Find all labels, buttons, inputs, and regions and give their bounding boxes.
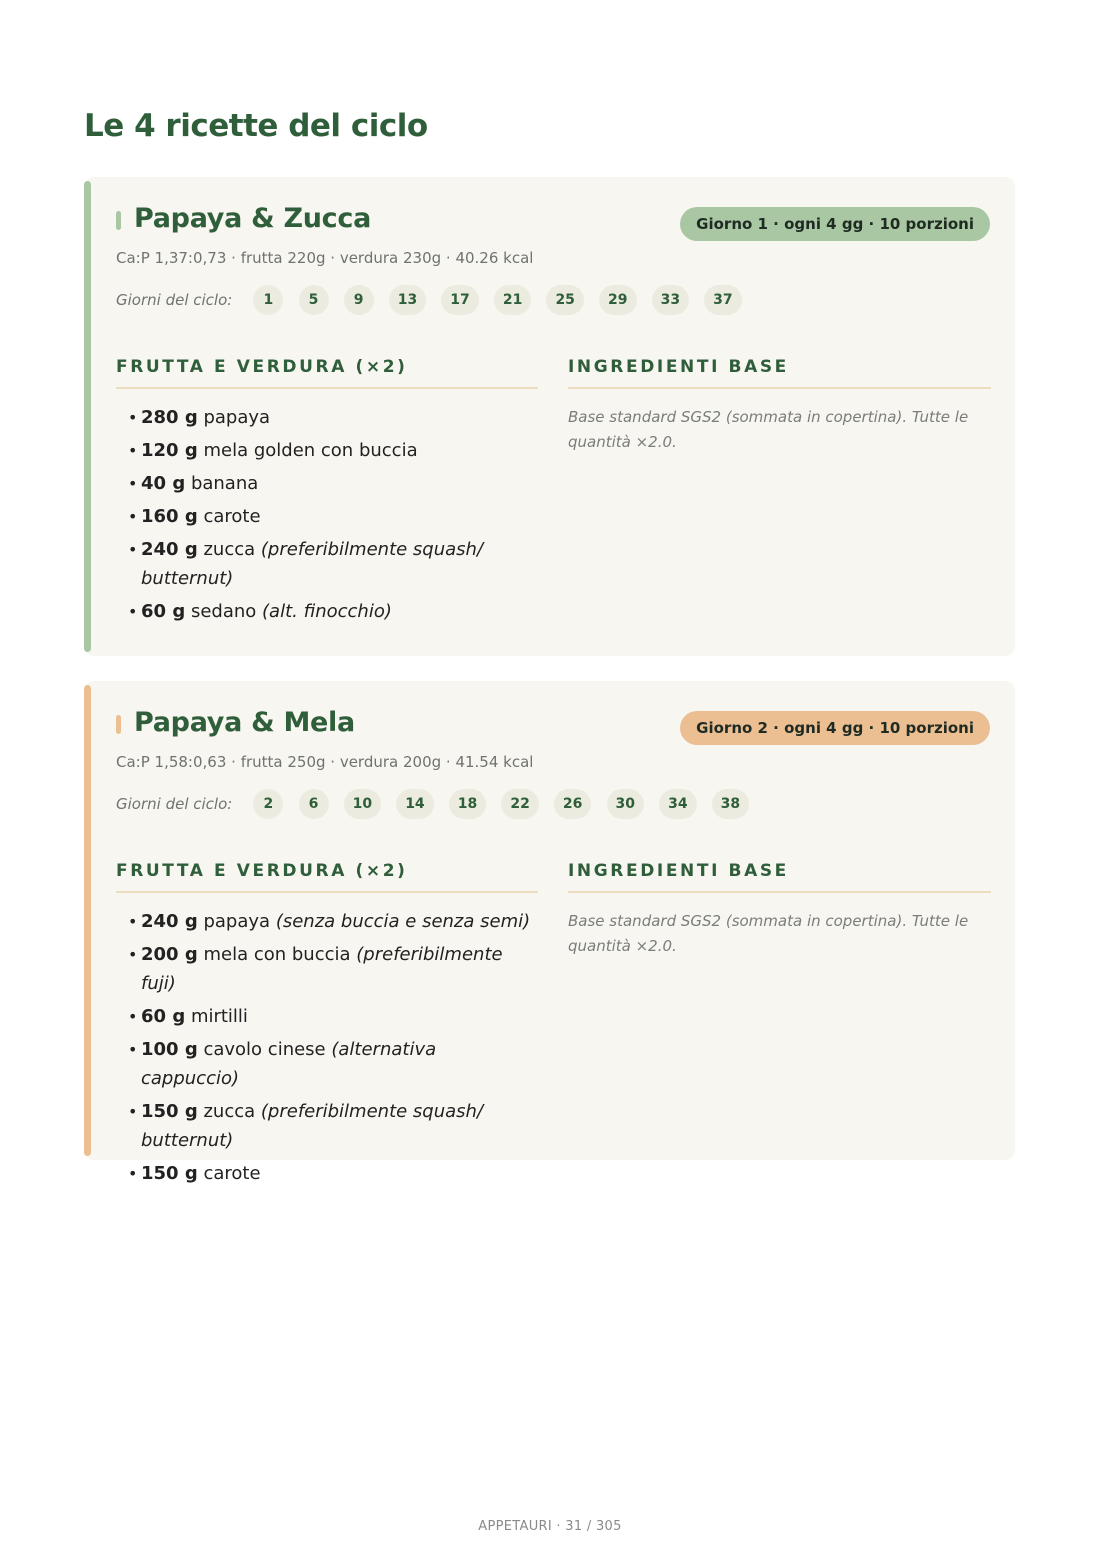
- ingredient-qty: 160 g: [141, 506, 198, 527]
- ingredient-name: mirtilli: [190, 1006, 248, 1027]
- ingredient-qty: 60 g: [141, 601, 186, 622]
- ingredient-qty: 240 g: [141, 539, 198, 560]
- day-chip: 10: [344, 789, 381, 819]
- day-chip: 34: [659, 789, 696, 819]
- day-chip: 37: [704, 285, 741, 315]
- day-chip: 30: [607, 789, 644, 819]
- ingredient-item: [128, 403, 538, 432]
- day-chip: 38: [712, 789, 749, 819]
- day-chip: 18: [449, 789, 486, 819]
- page-footer: APPETAURI · 31 / 305: [478, 1519, 622, 1534]
- ingredient-qty: 100 g: [141, 1039, 198, 1060]
- day-chip: 14: [396, 789, 433, 819]
- day-badge: Giorno 1 · ogni 4 gg · 10 porzioni: [680, 207, 990, 241]
- ingredient-note: (alternativa cappuccio): [141, 1039, 437, 1089]
- ingredient-item: [128, 469, 538, 498]
- ingredient-item: [128, 597, 538, 626]
- ingredient-qty: 240 g: [141, 911, 198, 932]
- ingredient-qty: 200 g: [141, 944, 198, 965]
- title-marker-icon: [116, 715, 121, 734]
- day-chip: 9: [344, 285, 374, 315]
- ingredient-item: [128, 907, 538, 936]
- day-chip: 17: [441, 285, 478, 315]
- ingredient-note: (senza buccia e senza semi): [275, 911, 531, 932]
- ingredient-item: [128, 502, 538, 531]
- ingredient-note: (preferibilmente fuji): [141, 944, 503, 994]
- day-chip: 22: [501, 789, 538, 819]
- ingredient-name: zucca: [203, 539, 256, 560]
- ingredient-name: carote: [203, 506, 261, 527]
- base-ingredients-section: [568, 861, 991, 959]
- ingredient-item: [128, 535, 538, 593]
- ingredient-name: mela con buccia: [203, 944, 351, 965]
- day-chip: 29: [599, 285, 636, 315]
- cycle-days: [116, 789, 759, 819]
- base-note: Base standard SGS2 (sommata in copertina). Tutte le quantità ×2.0.: [568, 408, 969, 451]
- base-note: Base standard SGS2 (sommata in copertina). Tutte le quantità ×2.0.: [568, 912, 969, 955]
- card-accent-bar: [84, 685, 91, 1156]
- ingredient-item: [128, 436, 538, 465]
- ingredient-name: banana: [190, 473, 259, 494]
- day-chip: 25: [546, 285, 583, 315]
- recipe-title: Papaya & Zucca: [134, 203, 371, 234]
- ingredient-name: cavolo cinese: [203, 1039, 326, 1060]
- day-chip: 5: [299, 285, 329, 315]
- day-badge: Giorno 2 · ogni 4 gg · 10 porzioni: [680, 711, 990, 745]
- cycle-days-label: Giorni del ciclo:: [116, 291, 233, 309]
- recipe-meta: Ca:P 1,58:0,63 · frutta 250g · verdura 200g · 41.54 kcal: [116, 753, 534, 771]
- day-chip: 21: [494, 285, 531, 315]
- page-title: Le 4 ricette del ciclo: [84, 108, 428, 144]
- ingredient-name: mela golden con buccia: [203, 440, 418, 461]
- recipe-title: Papaya & Mela: [134, 707, 355, 738]
- ingredient-name: zucca: [203, 1101, 256, 1122]
- ingredient-name: sedano: [190, 601, 257, 622]
- day-chip: 13: [389, 285, 426, 315]
- ingredient-note: (alt. finocchio): [262, 601, 392, 622]
- ingredient-name: papaya: [203, 407, 271, 428]
- cycle-days: [116, 285, 752, 315]
- card-accent-bar: [84, 181, 91, 652]
- ingredient-qty: 60 g: [141, 1006, 186, 1027]
- ingredient-item: [128, 1097, 538, 1155]
- ingredient-item: [128, 940, 538, 998]
- ingredient-note: (preferibilmente squash/ butternut): [141, 539, 484, 589]
- base-ingredients-section: [568, 357, 991, 455]
- ingredient-list: [116, 907, 538, 1188]
- day-chip: 33: [652, 285, 689, 315]
- ingredient-note: (preferibilmente squash/ butternut): [141, 1101, 484, 1151]
- ingredient-qty: 150 g: [141, 1163, 198, 1184]
- ingredient-qty: 40 g: [141, 473, 186, 494]
- recipe-card: [84, 177, 1015, 656]
- recipe-meta: Ca:P 1,37:0,73 · frutta 220g · verdura 230g · 40.26 kcal: [116, 249, 534, 267]
- section-heading: INGREDIENTI BASE: [568, 357, 991, 389]
- ingredient-qty: 120 g: [141, 440, 198, 461]
- ingredient-item: [128, 1035, 538, 1093]
- section-heading: FRUTTA E VERDURA (×2): [116, 861, 538, 893]
- day-chip: 2: [253, 789, 283, 819]
- day-chip: 1: [253, 285, 283, 315]
- day-chip: 26: [554, 789, 591, 819]
- ingredient-qty: 150 g: [141, 1101, 198, 1122]
- fruit-veg-section: [116, 861, 538, 1192]
- ingredient-item: [128, 1159, 538, 1188]
- section-heading: INGREDIENTI BASE: [568, 861, 991, 893]
- ingredient-name: carote: [203, 1163, 261, 1184]
- title-marker-icon: [116, 211, 121, 230]
- ingredient-qty: 280 g: [141, 407, 198, 428]
- ingredient-list: [116, 403, 538, 626]
- ingredient-item: [128, 1002, 538, 1031]
- section-heading: FRUTTA E VERDURA (×2): [116, 357, 538, 389]
- recipe-card: [84, 681, 1015, 1184]
- cycle-days-label: Giorni del ciclo:: [116, 795, 233, 813]
- fruit-veg-section: [116, 357, 538, 630]
- ingredient-name: papaya: [203, 911, 271, 932]
- day-chip: 6: [299, 789, 329, 819]
